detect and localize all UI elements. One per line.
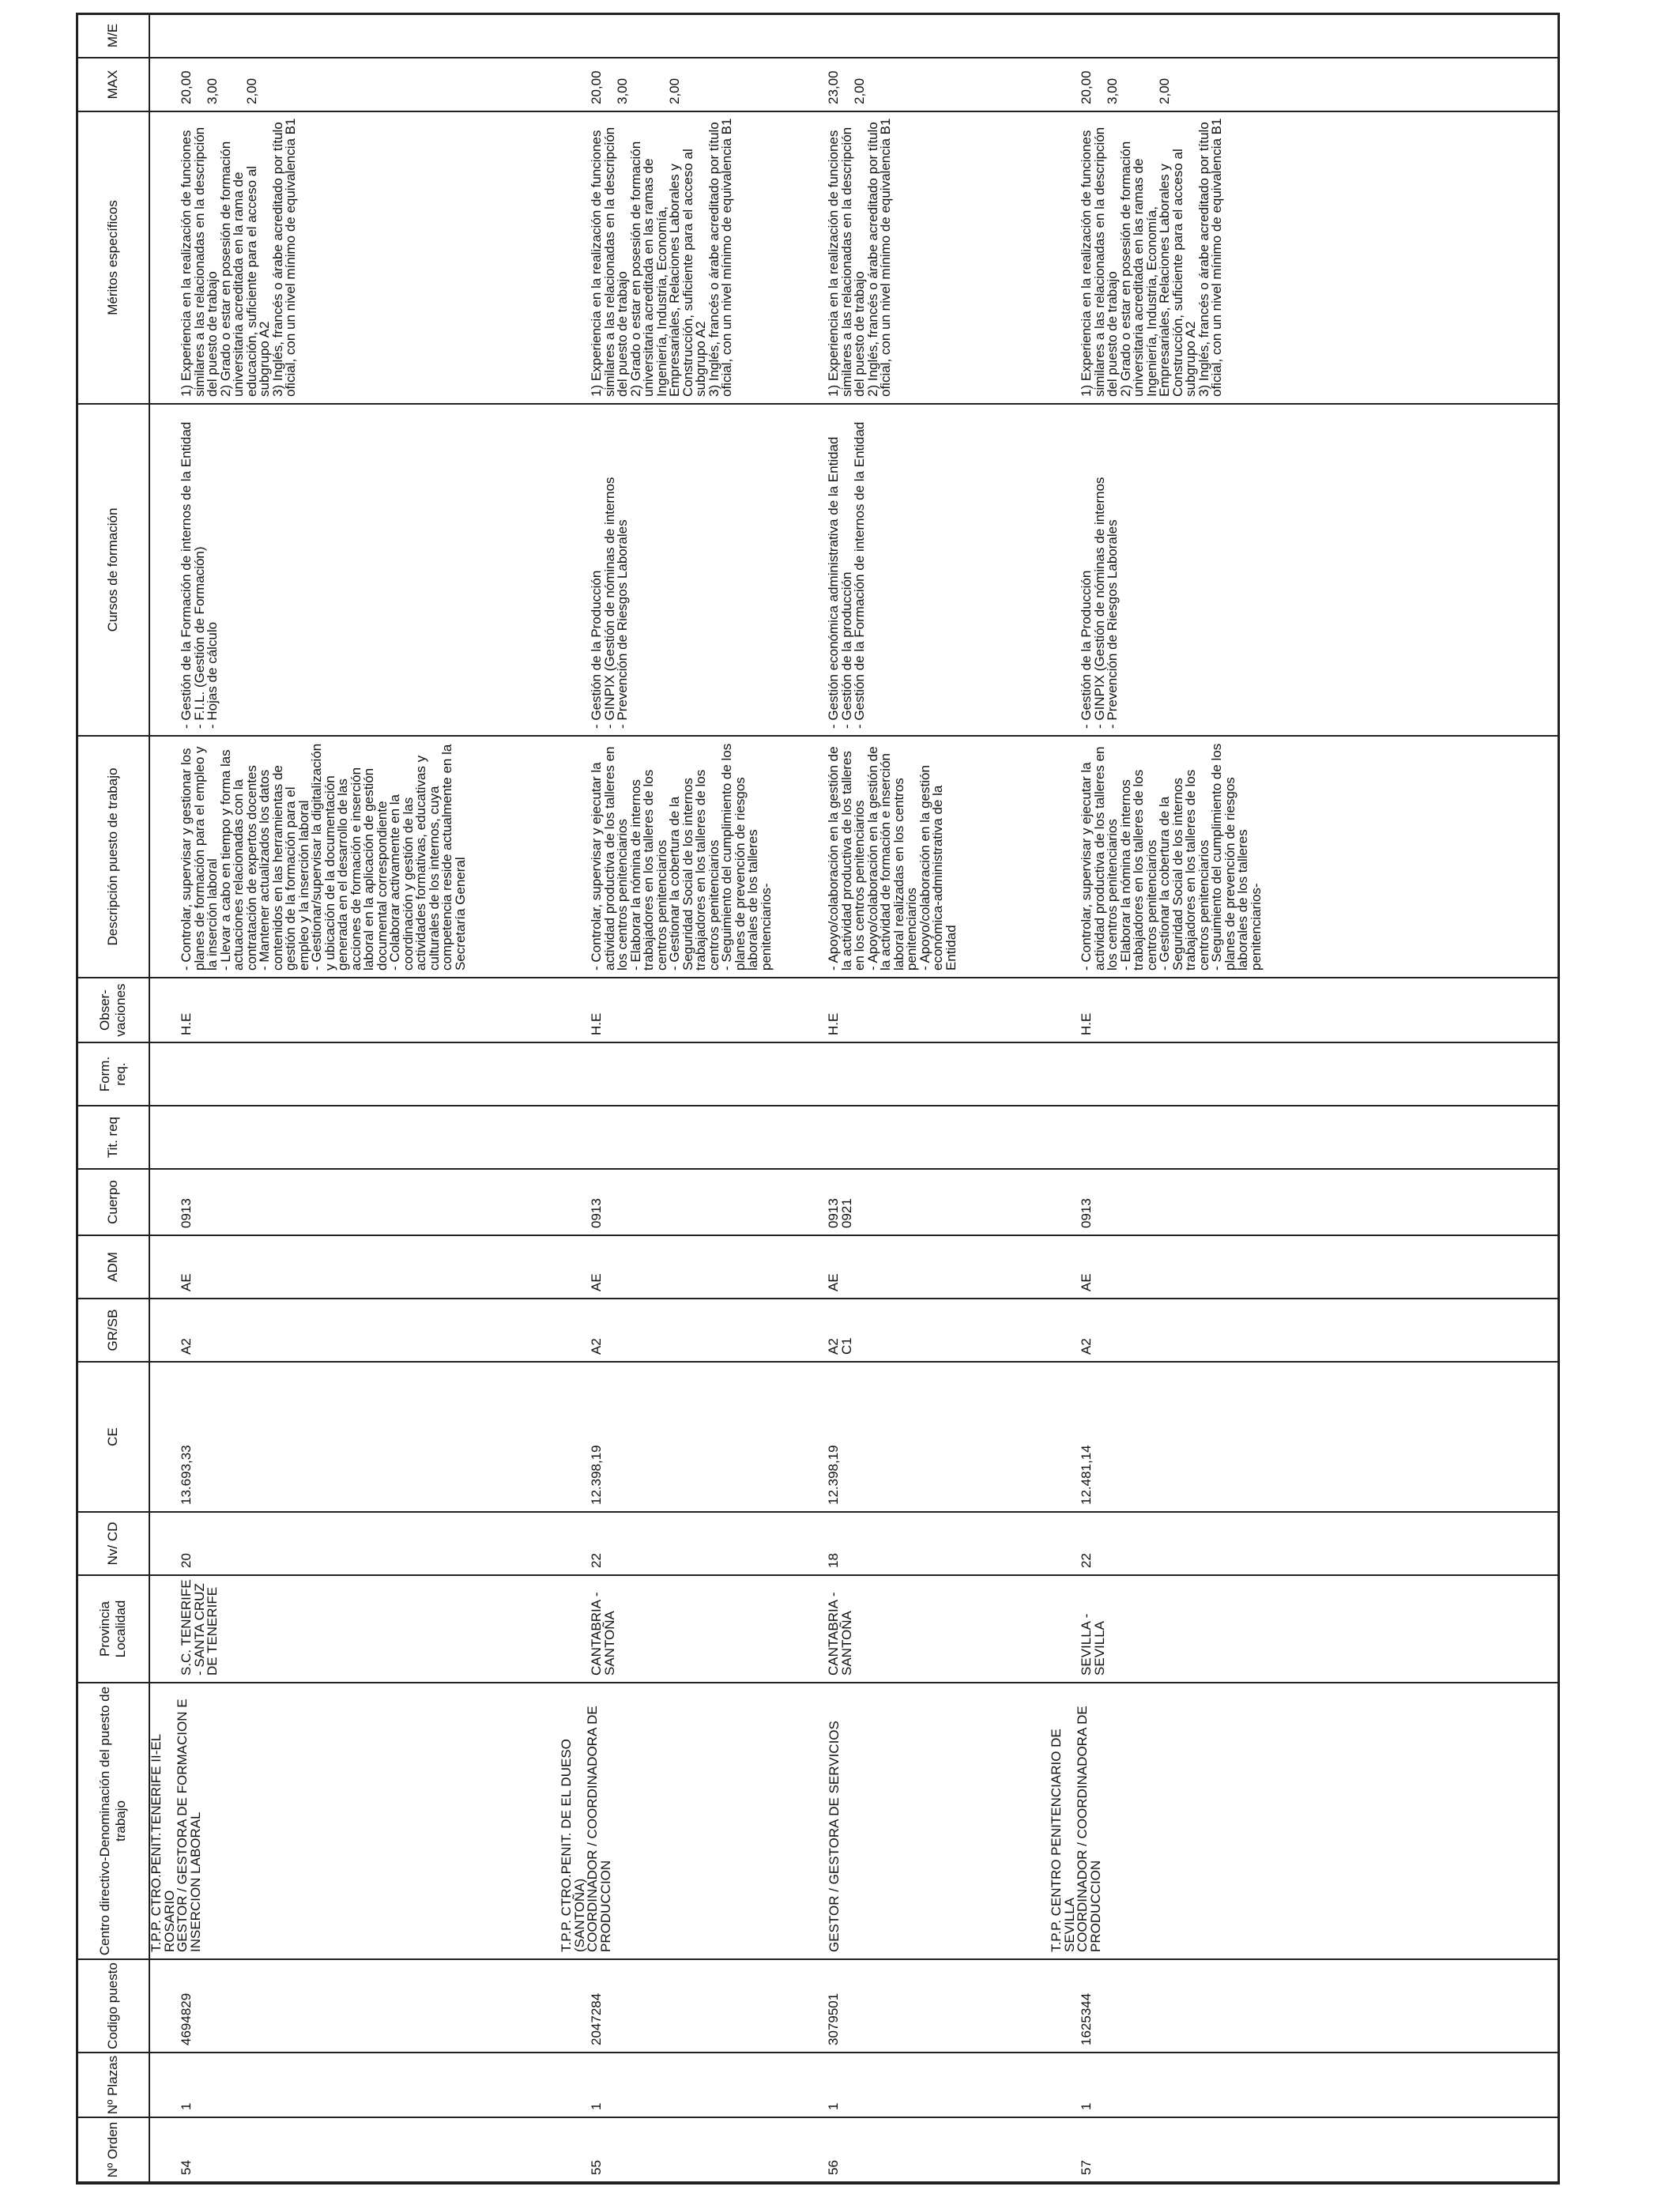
cell-adm: AE: [797, 1235, 1050, 1299]
cell-obs: H.E: [797, 978, 1050, 1042]
cell-orden: 56: [797, 2117, 1050, 2182]
cell-cursos: - Gestión económica administrativa de la Entidad - Gestión de la producción - Gestión de la Formación de internos de la Entidad: [797, 404, 1050, 736]
cell-tit: [149, 1106, 560, 1169]
cell-cuerpo: 0913: [149, 1169, 560, 1235]
header-adm: ADM: [77, 1235, 149, 1299]
cell-obs: H.E: [560, 978, 797, 1042]
header-ce: CE: [77, 1362, 149, 1512]
cell-codigo: 1625344: [1050, 1959, 1560, 2053]
cell-cursos: - Gestión de la Producción - GINPIX (Gestión de nóminas de internos - Prevención de Riesgos Laborales: [560, 404, 797, 736]
cell-nivel: 18: [797, 1512, 1050, 1575]
cell-cuerpo: 0913 0921: [797, 1169, 1050, 1235]
cell-orden: 57: [1050, 2117, 1560, 2182]
cell-tit: [560, 1106, 797, 1169]
cell-centro: T.P.P. CTRO.PENIT.TENERIFE II-EL ROSARIO GESTOR / GESTORA DE FORMACION E INSERCION LABORAL: [149, 1683, 560, 1959]
header-max: MAX: [77, 58, 149, 111]
cell-max: 20,00 3,00 2,00: [149, 58, 560, 111]
cell-nivel: 22: [560, 1512, 797, 1575]
cell-plazas: 1: [1050, 2053, 1560, 2117]
cell-adm: AE: [149, 1235, 560, 1299]
cell-plazas: 1: [149, 2053, 560, 2117]
cell-ce: 12.398,19: [560, 1362, 797, 1512]
cell-tit: [1050, 1106, 1560, 1169]
cell-tit: [797, 1106, 1050, 1169]
cell-provincia: SEVILLA - SEVILLA: [1050, 1575, 1560, 1683]
cell-form: [560, 1042, 797, 1106]
cell-centro: T.P.P. CTRO.PENIT. DE EL DUESO (SANTOÑA) COORDINADOR / COORDINADORA DE PRODUCCION: [560, 1683, 797, 1959]
table-row: [797, 13, 1050, 2182]
cell-meritos: 1) Experiencia en la realización de funciones similares a las relacionadas en la descripción del puesto de trabajo 2) Grado o estar en posesión de formación universitaria acreditada en las ramas de Ingeniería, Industria, Economía, Empresariales, Relaciones Laborales y Construcción, suficiente para el acceso al subgrupo A2 3) Inglés, francés o árabe acreditado por título oficial, con un nivel mínimo de equivalencia B1: [560, 111, 797, 404]
table-row: [1050, 13, 1560, 2182]
cell-descripcion: - Apoyo/colaboración en la gestión de la actividad productiva de los talleres en los centros penitenciarios - Apoyo/colaboración en la gestión de la actividad de formación e inserción laboral realizadas en los centros penitenciarios - Apoyo/colaboración en la gestión económica-administrativa de la Entidad: [797, 736, 1050, 978]
positions-table: [77, 13, 1560, 2183]
header-tit: Tit. req: [77, 1106, 149, 1169]
cell-max: 20,00 3,00 2,00: [1050, 58, 1560, 111]
cell-me: [149, 13, 560, 58]
header-codigo: Codigo puesto: [77, 1959, 149, 2053]
header-grsb: GR/SB: [77, 1299, 149, 1362]
cell-me: [1050, 13, 1560, 58]
header-provincia: Provincia Localidad: [77, 1575, 149, 1683]
cell-codigo: 3079501: [797, 1959, 1050, 2053]
cell-grsb: A2: [149, 1299, 560, 1362]
cell-codigo: 4694829: [149, 1959, 560, 2053]
header-orden: Nº Orden: [77, 2117, 149, 2182]
cell-orden: 55: [560, 2117, 797, 2182]
cell-cuerpo: 0913: [560, 1169, 797, 1235]
cell-ce: 12.398,19: [797, 1362, 1050, 1512]
cell-provincia: CANTABRIA - SANTOÑA: [560, 1575, 797, 1683]
cell-cursos: - Gestión de la Producción - GINPIX (Gestión de nóminas de internos - Prevención de Riesgos Laborales: [1050, 404, 1560, 736]
cell-centro: GESTOR / GESTORA DE SERVICIOS: [797, 1683, 1050, 1959]
cell-plazas: 1: [797, 2053, 1050, 2117]
header-obs: Obser-vaciones: [77, 978, 149, 1042]
cell-ce: 12.481,14: [1050, 1362, 1560, 1512]
cell-grsb: A2: [560, 1299, 797, 1362]
cell-me: [560, 13, 797, 58]
cell-meritos: 1) Experiencia en la realización de funciones similares a las relacionadas en la descripción del puesto de trabajo 2) Grado o estar en posesión de formación universitaria acreditada en las ramas de Ingeniería, Industria, Economía, Empresariales, Relaciones Laborales y Construcción, suficiente para el acceso al subgrupo A2 3) Inglés, francés o árabe acreditado por título oficial, con un nivel mínimo de equivalencia B1: [1050, 111, 1560, 404]
cell-provincia: CANTABRIA - SANTOÑA: [797, 1575, 1050, 1683]
cell-grsb: A2: [1050, 1299, 1560, 1362]
rotated-table-container: [77, 14, 1560, 2183]
cell-meritos: 1) Experiencia en la realización de funciones similares a las relacionadas en la descripción del puesto de trabajo 2) Inglés, francés o árabe acreditado por título oficial, con un nivel mínimo de equivalencia B1: [797, 111, 1050, 404]
cell-centro: T.P.P. CENTRO PENITENCIARIO DE SEVILLA COORDINADOR / COORDINADORA DE PRODUCCION: [1050, 1683, 1560, 1959]
cell-max: 23,00 2,00: [797, 58, 1050, 111]
header-meritos: Méritos específicos: [77, 111, 149, 404]
header-row: [77, 13, 149, 2182]
cell-nivel: 20: [149, 1512, 560, 1575]
cell-descripcion: - Controlar, supervisar y ejecutar la actividad productiva de los talleres en los centros penitenciarios - Elaborar la nómina de internos trabajadores en los talleres de los centros penitenciarios - Gestionar la cobertura de la Seguridad Social de los internos trabajadores en los talleres de los centros penitenciarios - Seguimiento del cumplimiento de los planes de prevención de riesgos laborales de los talleres penitenciarios-: [560, 736, 797, 978]
table-row: [560, 13, 797, 2182]
cell-adm: AE: [1050, 1235, 1560, 1299]
header-cuerpo: Cuerpo: [77, 1169, 149, 1235]
cell-me: [797, 13, 1050, 58]
header-form: Form. req.: [77, 1042, 149, 1106]
header-centro: Centro directivo-Denominación del puesto de trabajo: [77, 1683, 149, 1959]
cell-nivel: 22: [1050, 1512, 1560, 1575]
header-me: M/E: [77, 13, 149, 58]
cell-form: [149, 1042, 560, 1106]
cell-meritos: 1) Experiencia en la realización de funciones similares a las relacionadas en la descripción del puesto de trabajo 2) Grado o estar en posesión de formación universitaria acreditada en la rama de educación, suficiente para el acceso al subgrupo A2 3) Inglés, francés o árabe acreditado por título oficial, con un nivel mínimo de equivalencia B1: [149, 111, 560, 404]
cell-form: [797, 1042, 1050, 1106]
header-cursos: Cursos de formación: [77, 404, 149, 736]
cell-plazas: 1: [560, 2053, 797, 2117]
cell-codigo: 2047284: [560, 1959, 797, 2053]
cell-max: 20,00 3,00 2,00: [560, 58, 797, 111]
cell-form: [1050, 1042, 1560, 1106]
cell-cuerpo: 0913: [1050, 1169, 1560, 1235]
cell-orden: 54: [149, 2117, 560, 2182]
cell-provincia: S.C. TENERIFE - SANTA CRUZ DE TENERIFE: [149, 1575, 560, 1683]
header-plazas: Nº Plazas: [77, 2053, 149, 2117]
cell-ce: 13.693,33: [149, 1362, 560, 1512]
cell-descripcion: - Controlar, supervisar y ejecutar la actividad productiva de los talleres en los centros penitenciarios - Elaborar la nómina de internos trabajadores en los talleres de los centros penitenciarios - Gestionar la cobertura de la Seguridad Social de los internos trabajadores en los talleres de los centros penitenciarios - Seguimiento del cumplimiento de los planes de prevención de riesgos laborales de los talleres penitenciarios-: [1050, 736, 1560, 978]
header-descripcion: Descripción puesto de trabajo: [77, 736, 149, 978]
cell-cursos: - Gestión de la Formación de internos de la Entidad - F.I.L. (Gestión de Formación) - Hojas de cálculo: [149, 404, 560, 736]
cell-grsb: A2 C1: [797, 1299, 1050, 1362]
header-nivel: Nv/ CD: [77, 1512, 149, 1575]
cell-descripcion: - Controlar, supervisar y gestionar los planes de formación para el empleo y la inserción laboral - Llevar a cabo en tiempo y forma las actuaciones relacionadas con la contratación de expertos docentes - Mantener actualizados los datos contenidos en las herramientas de gestión de la formación para el empleo y la inserción laboral - Gestionar/supervisar la digitalización y ubicación de la documentación generada en el desarrollo de las acciones de formación e inserción laboral en la aplicación de gestión documental correspondiente - Colaborar activamente en la coordinación y gestión de las actividades formativas, educativas y culturales de los internos, cuya competencia reside actualmente en la Secretaría General: [149, 736, 560, 978]
cell-adm: AE: [560, 1235, 797, 1299]
table-row: [149, 13, 560, 2182]
cell-obs: H.E: [149, 978, 560, 1042]
cell-obs: H.E: [1050, 978, 1560, 1042]
